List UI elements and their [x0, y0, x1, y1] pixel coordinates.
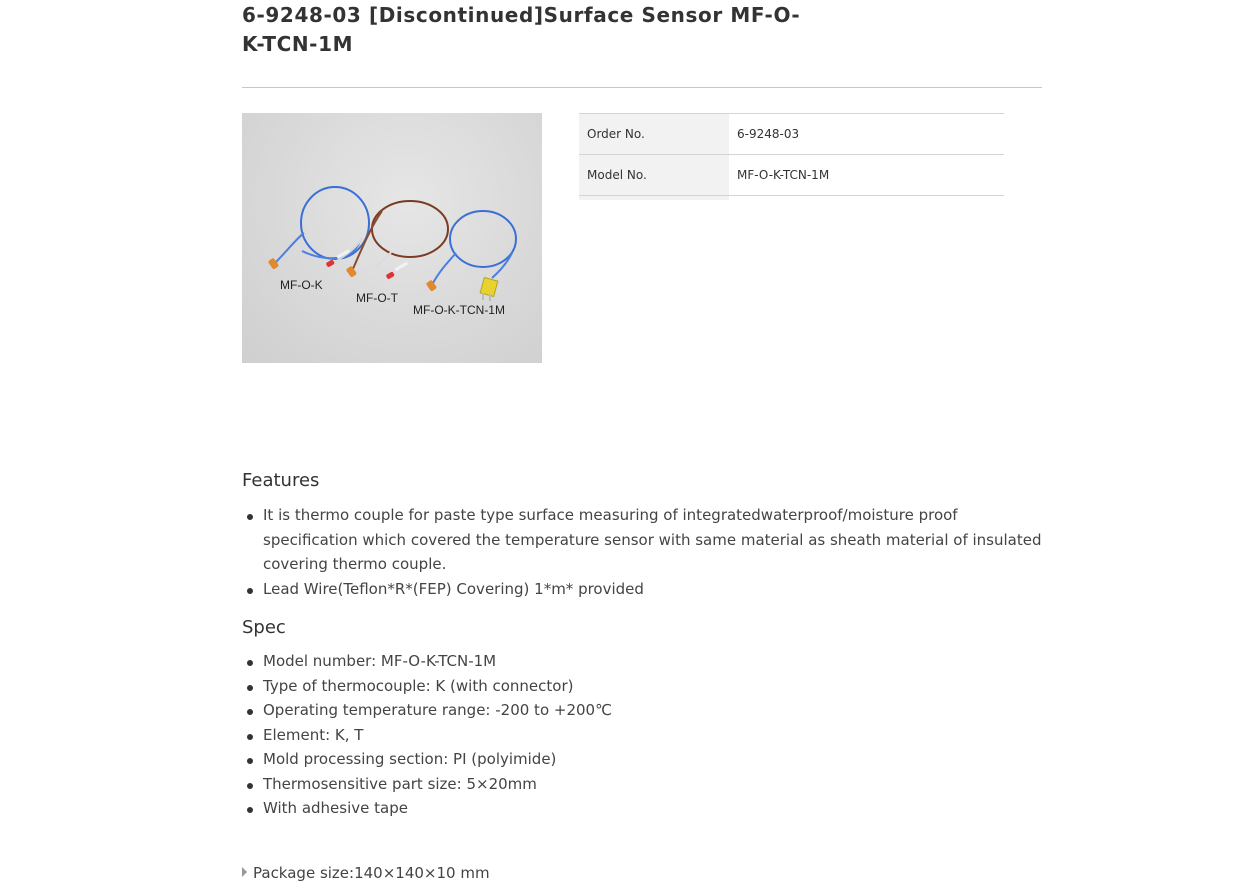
spec-heading: Spec [242, 617, 286, 638]
title-divider [242, 87, 1042, 88]
table-row [579, 155, 1004, 196]
image-label-mf-o-t: MF-O-T [356, 291, 398, 305]
page-title: 6-9248-03 [Discontinued]Surface Sensor MF-O-K-TCN-1M [242, 3, 801, 56]
list-item: Thermosensitive part size: 5×20mm [242, 772, 1043, 797]
model-no-value: MF-O-K-TCN-1M [729, 155, 1004, 196]
thermocouple-illustration [242, 113, 542, 363]
list-item: Operating temperature range: -200 to +200℃ [242, 698, 1043, 723]
list-item: Type of thermocouple: K (with connector) [242, 674, 1043, 699]
image-label-mf-o-k-tcn-1m: MF-O-K-TCN-1M [413, 303, 505, 317]
sensor-mf-o-k-tcn-1m [426, 211, 516, 301]
list-item: With adhesive tape [242, 796, 1043, 821]
package-size-text: Package size:140×140×10 mm [253, 864, 490, 882]
list-item: Mold processing section: PI (polyimide) [242, 747, 1043, 772]
product-page [242, 0, 1042, 882]
product-image [242, 113, 542, 363]
image-label-mf-o-k: MF-O-K [280, 278, 323, 292]
list-item: Model number: MF-O-K-TCN-1M [242, 649, 1043, 674]
list-item: It is thermo couple for paste type surface measuring of integratedwaterproof/moisture proof specification which covered the temperature sensor with same material as sheath material of insulated covering thermo couple. [242, 503, 1043, 577]
model-no-label: Model No. [579, 155, 729, 196]
caret-right-icon [242, 867, 247, 877]
spec-list [242, 649, 1042, 821]
features-heading: Features [242, 470, 320, 491]
list-item: Lead Wire(Teflon*R*(FEP) Covering) 1*m* provided [242, 577, 1043, 602]
package-size [242, 861, 490, 885]
product-spec-table [579, 113, 1004, 196]
list-item: Element: K, T [242, 723, 1043, 748]
sensor-mf-o-k [268, 187, 369, 270]
order-no-label: Order No. [579, 114, 729, 155]
table-footer-shade [579, 196, 729, 200]
table-row [579, 114, 1004, 155]
order-no-value: 6-9248-03 [729, 114, 1004, 155]
features-list [242, 503, 1042, 601]
